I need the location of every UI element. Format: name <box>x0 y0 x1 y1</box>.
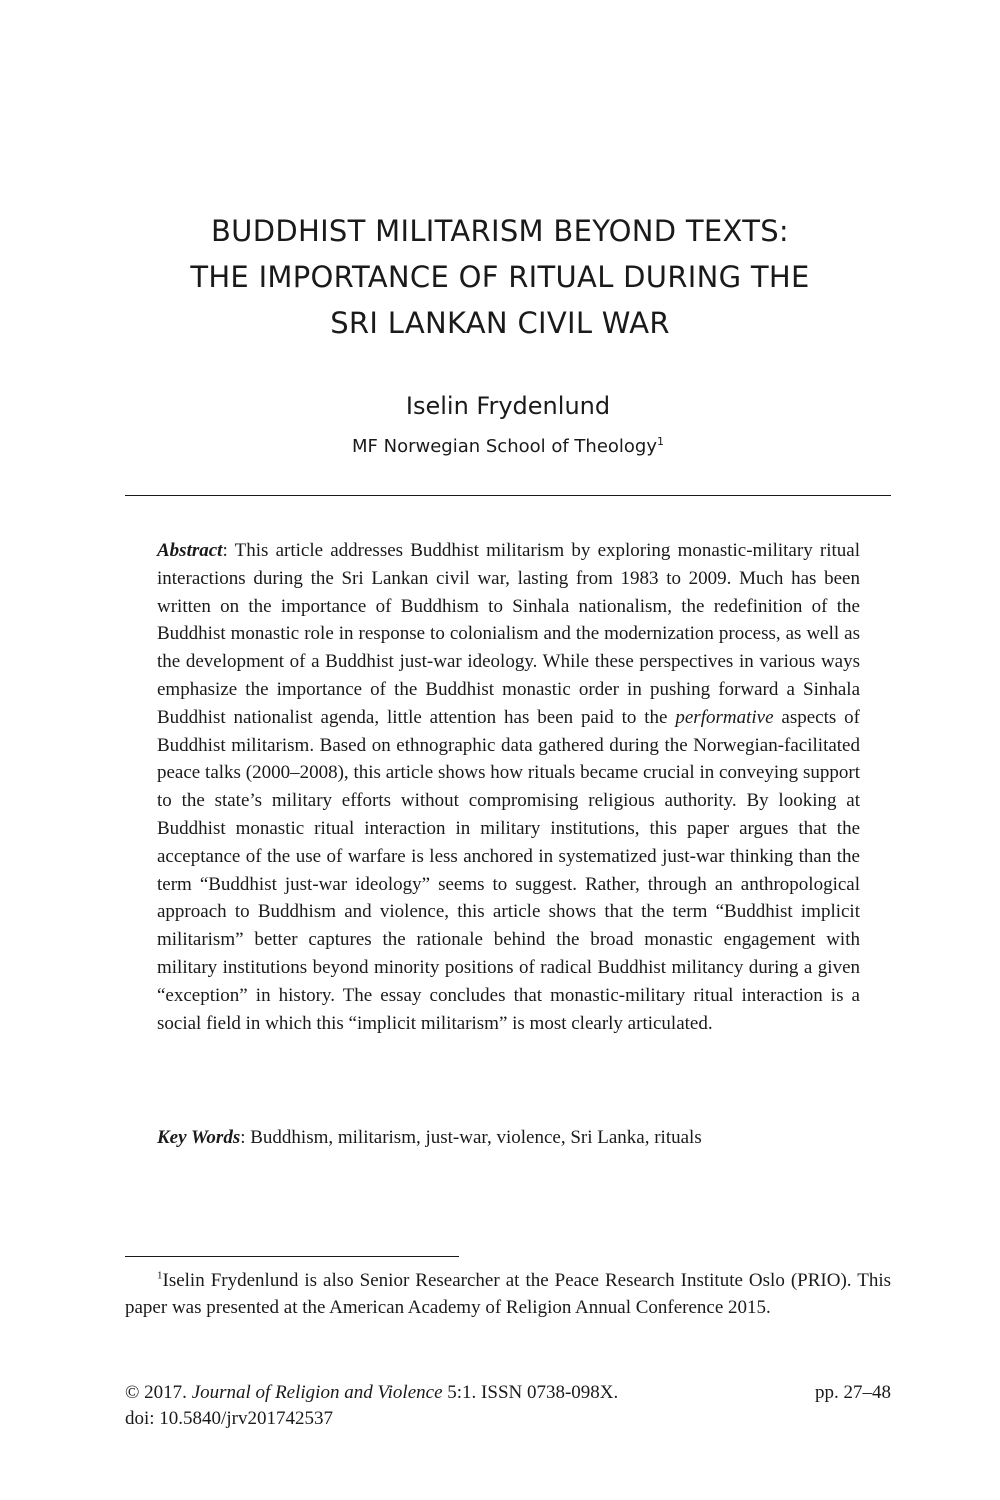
author-affiliation <box>0 434 1000 460</box>
issue-issn: 5:1. ISSN 0738-098X. <box>442 1382 619 1403</box>
abstract-text-part-2: aspects of Buddhist militarism. Based on ethnographic data gathered during the Norwegian-facilitated peace talks (2000–2008), this article shows how rituals became crucial in conveying support to the state’s military efforts without compromising religious authority. By looking at Buddhist monastic ritual interaction in military institutions, this paper argues that the acceptance of the use of warfare is less anchored in systematized just-war thinking than the term “Buddhist just-war ideology” seems to suggest. Rather, through an anthropological approach to Buddhism and violence, this article shows that the term “Buddhist implicit militarism” better captures the rationale behind the broad monastic engagement with military institutions beyond minority positions of radical Buddhist militancy during a given “exception” in history. The essay concludes that monastic-military ritual interaction is a social field in which this “implicit militarism” is most clearly articulated. <box>157 706 860 1034</box>
author-name: Iselin Frydenlund <box>405 392 611 420</box>
keywords <box>157 1124 860 1151</box>
footnote <box>125 1267 891 1321</box>
header-divider <box>125 495 891 496</box>
title-line-1: BUDDHIST MILITARISM BEYOND TEXTS: <box>210 214 790 248</box>
citation-left <box>125 1380 618 1406</box>
citation-block <box>125 1380 891 1432</box>
citation-row <box>125 1380 891 1406</box>
affiliation-text: MF Norwegian School of Theology <box>352 436 657 457</box>
abstract-text-part-1: : This article addresses Buddhist militarism by exploring monastic-military ritual interactions during the Sri Lankan civil war, lasting from 1983 to 2009. Much has been written on the importance of Buddhism to Sinhala nationalism, the redefinition of the Buddhist monastic role in response to colonialism and the modernization process, as well as the development of a Buddhist just-war ideology. While these perspectives in various ways emphasize the importance of the Buddhist monastic order in pushing forward a Sinhala Buddhist nationalist agenda, little attention has been paid to the <box>157 540 860 728</box>
abstract <box>157 537 860 1037</box>
title-line-2: THE IMPORTANCE OF RITUAL DURING THE <box>190 260 810 294</box>
article-title <box>0 208 1000 346</box>
title-line-3: SRI LANKAN CIVIL WAR <box>330 306 670 340</box>
keywords-label: Key Words <box>157 1127 241 1148</box>
page-range: pp. 27–48 <box>815 1382 891 1403</box>
journal-name: Journal of Religion and Violence <box>191 1382 443 1403</box>
footnote-divider <box>125 1256 459 1257</box>
abstract-emphasis: performative <box>675 706 774 728</box>
abstract-label: Abstract <box>157 540 223 561</box>
footnote-text: Iselin Frydenlund is also Senior Researcher at the Peace Research Institute Oslo (PRIO). This paper was presented at the American Academy of Religion Annual Conference 2015. <box>125 1270 891 1318</box>
footnote-mark: 1 <box>157 1269 163 1282</box>
copyright-text: © 2017. <box>125 1382 192 1403</box>
affiliation-footnote-mark: 1 <box>657 435 664 448</box>
doi: doi: 10.5840/jrv201742537 <box>125 1408 333 1429</box>
keywords-text: : Buddhism, militarism, just-war, violence, Sri Lanka, rituals <box>240 1127 702 1148</box>
